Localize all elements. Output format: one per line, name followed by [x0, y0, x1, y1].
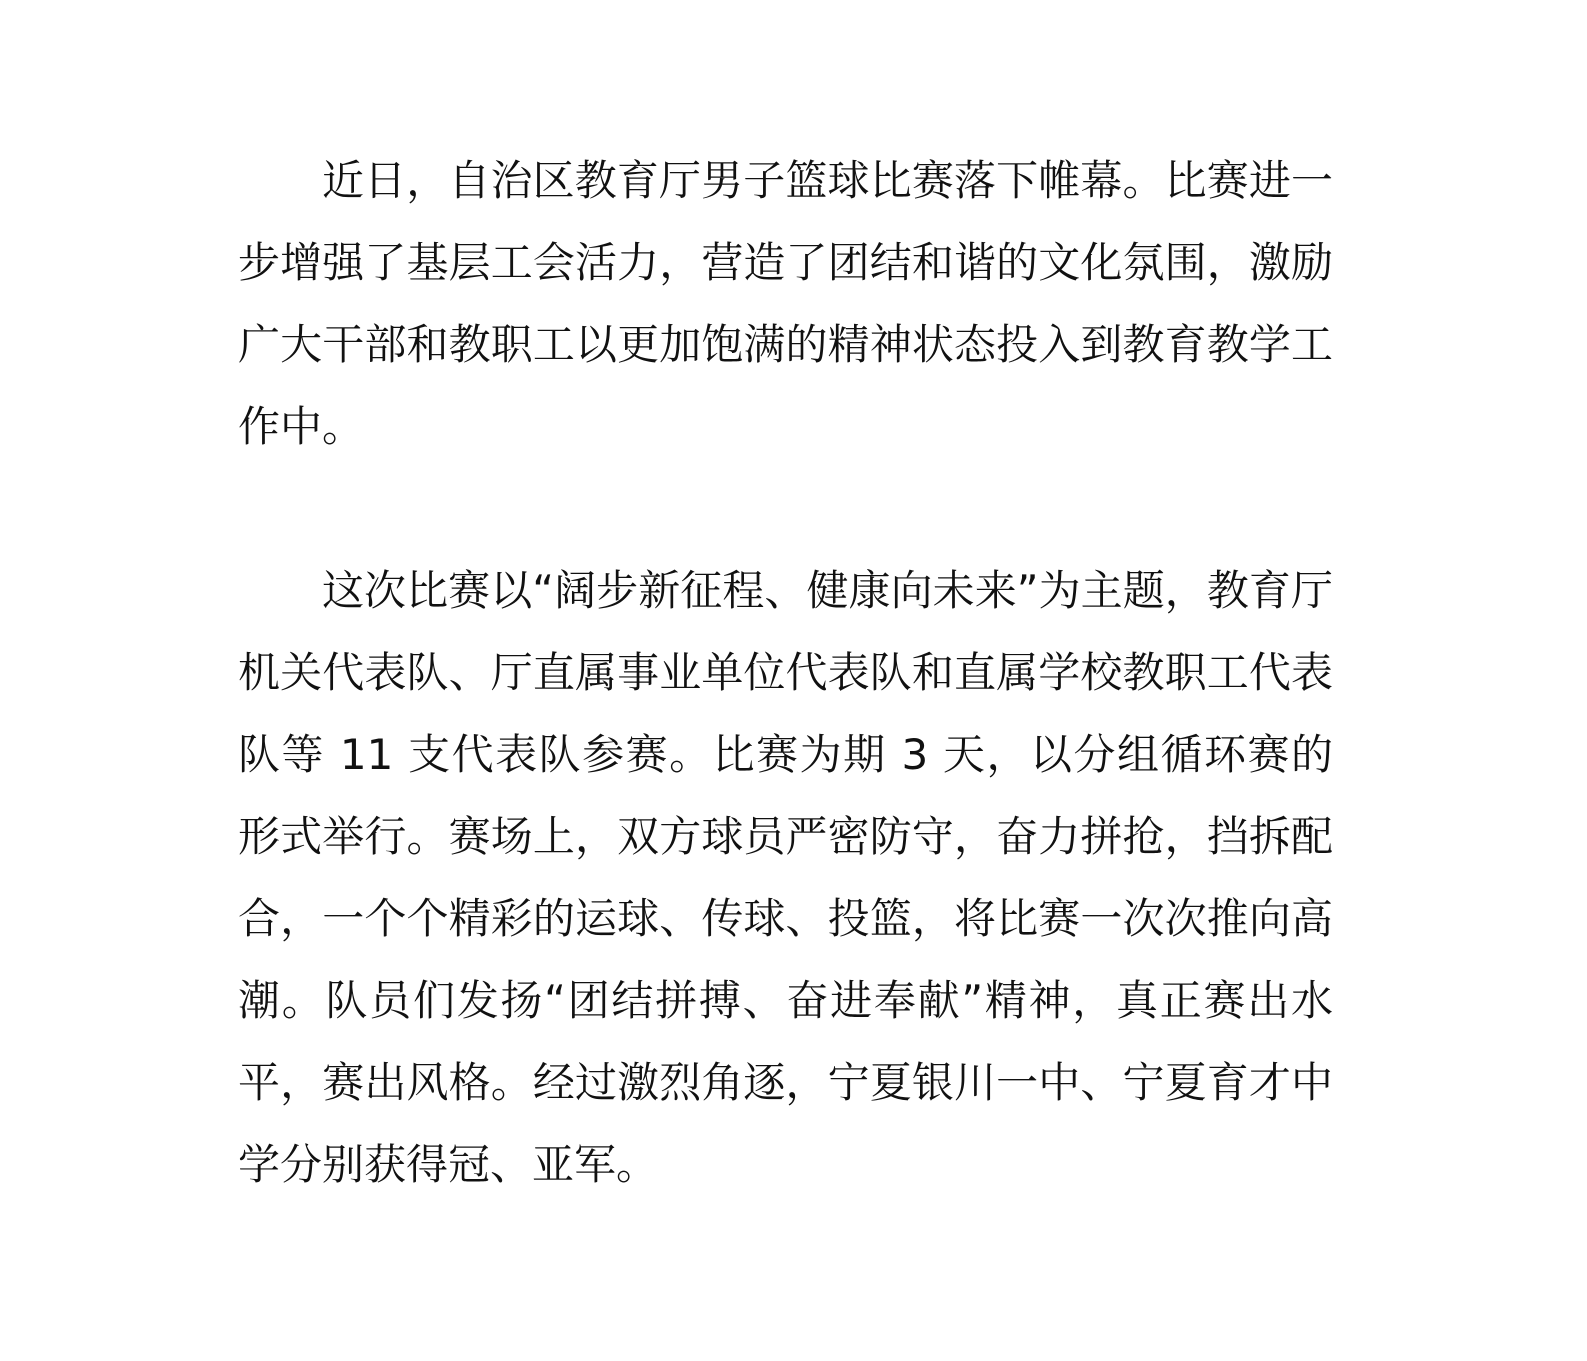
- paragraph-1: 近日，自治区教育厅男子篮球比赛落下帷幕。比赛进一步增强了基层工会活力，营造了团结和谐的文化氛围，激励广大干部和教职工以更加饱满的精神状态投入到教育教学工作中。: [238, 156, 1333, 451]
- paragraph-2: 这次比赛以“阔步新征程、健康向未来”为主题，教育厅机关代表队、厅直属事业单位代表队和直属学校教职工代表队等 11 支代表队参赛。比赛为期 3 天，以分组循环赛的形式举行。赛场上，双方球员严密防守，奋力拼抢，挡拆配合，一个个精彩的运球、传球、投篮，将比赛一次次推向高潮。队员们发扬“团结拼搏、奋进奉献”精神，真正赛出水平，赛出风格。经过激烈角逐，宁夏银川一中、宁夏育才中学分别获得冠、亚军。: [238, 566, 1333, 1189]
- document-body: [238, 140, 1333, 1206]
